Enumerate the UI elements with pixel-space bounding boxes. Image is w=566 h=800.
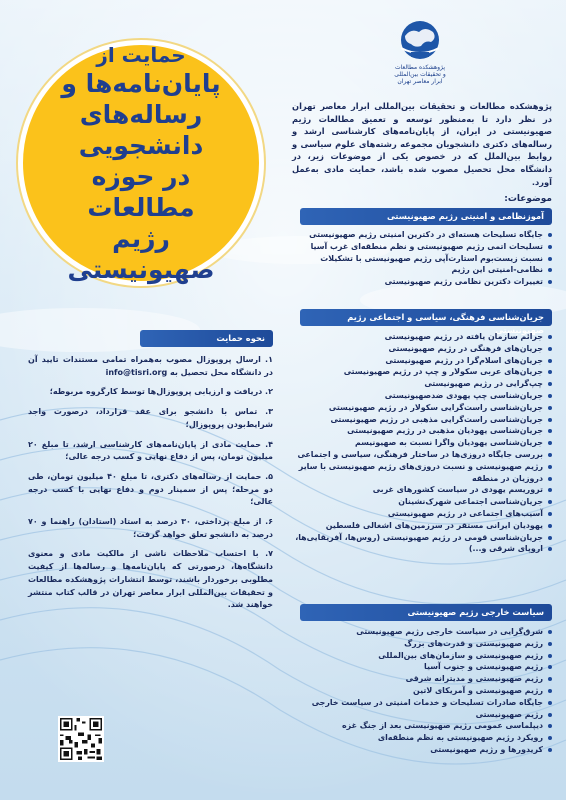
support-step: ۲. دریافت و ارزیابی پروپوزال‌ها توسط کارگروه مربوطه؛ [49, 387, 273, 397]
list-item: چپ‌گرایی در رژیم صهیونیستی [290, 378, 552, 390]
section-currents-list [290, 331, 552, 555]
list-item: جایگاه تسلیحات هسته‌ای در دکترین امنیتی رژیم صهیونیستی [290, 229, 552, 241]
title-line-3: رساله‌های دانشجویی [78, 99, 204, 160]
list-item: جریان‌شناسی راست‌گرایی مذهبی در رژیم صهیونیستی [290, 414, 552, 426]
support-step: ۵. حمایت از رساله‌های دکتری، تا مبلغ ۴۰ میلیون تومان، طی دو مرحله؛ پس از سمینار دوم و دفاع نهایی با کسب درجه عالی؛ [28, 471, 274, 507]
title-line-2: پایان‌نامه‌ها و [61, 68, 221, 98]
list-item: رژیم صهیونیستی و سازمان‌های بین‌المللی [290, 650, 552, 662]
list-item: رژیم صهیونیستی و قدرت‌های بزرگ [290, 638, 552, 650]
list-item: رژیم صهیونیستی و نسبت دروزی‌های رژیم صهیونیستی با سایر [290, 461, 552, 473]
list-item: جریان‌های عربی سکولار و چپ در رژیم صهیونیستی [290, 366, 552, 378]
list-item: نظامی-امنیتی این رژیم [290, 264, 552, 276]
section-military-list [290, 229, 552, 288]
logo-line-1: پژوهشکده مطالعات [394, 64, 446, 71]
qr-code-icon[interactable] [58, 716, 104, 762]
title-line-1: حمایت از [96, 42, 186, 67]
title-badge [18, 40, 264, 286]
logo-line-2: و تحقیقات بین‌المللی [394, 71, 446, 78]
list-item: جریان‌شناسی یهودیان مذهبی در رژیم صهیونیستی [290, 425, 552, 437]
support-step: ۴. حمایت مادی از پایان‌نامه‌های کارشناسی ارشد، تا مبلغ ۲۰ میلیون تومان، پس از دفاع نهایی و کسب درجه عالی؛ [28, 439, 273, 462]
section-currents-header: جریان‌شناسی فرهنگی، سیاسی و اجتماعی رژیم صهیونیستی [300, 309, 552, 326]
list-item: یهودیان ایرانی مستقر در سرزمین‌های اشغالی فلسطین [290, 520, 552, 532]
support-header: نحوه حمایت [140, 330, 273, 347]
list-item: شرق‌گرایی در سیاست خارجی رژیم صهیونیستی [290, 626, 552, 638]
institute-logo [382, 18, 458, 98]
list-item: رژیم صهیونیستی و جنوب آسیا [290, 661, 552, 673]
globe-logo-icon [397, 18, 443, 62]
logo-line-3: ابرار معاصر تهران [397, 78, 443, 85]
title-line-5: رژیم صهیونیستی [67, 223, 215, 284]
section-foreign-policy-header: سیاست خارجی رژیم صهیونیستی [300, 604, 552, 621]
list-item: جریان‌های اسلام‌گرا در رژیم صهیونیستی [290, 355, 552, 367]
list-item: جریان‌شناسی چپ یهودی ضدصهیونیستی [290, 390, 552, 402]
list-item: دروزیان در منطقه [290, 473, 552, 485]
list-item: رژیم صهیونیستی [290, 709, 552, 721]
intro-paragraph: پژوهشکده مطالعات و تحقیقات بین‌المللی ابرار معاصر تهران در نظر دارد تا به‌منظور توسعه و تعمیق مطالعات رژیم صهیونیستی در ایران، از پایان‌نامه‌های کارشناسی ارشد و رساله‌های دکتری دانشجویان مجموعه رشته‌های علوم سیاسی و روابط بین‌الملل که در خصوص یکی از موضوعات زیر، در دانشگاه محل تحصیل مصوب شده باشد، حمایت مادی به‌عمل آورد. [292, 101, 552, 187]
list-item: رژیم صهیونیستی و مدیترانه شرقی [290, 673, 552, 685]
list-item: جریان‌های فرهنگی در رژیم صهیونیستی [290, 343, 552, 355]
support-steps-list [28, 354, 273, 619]
support-step: ۱. ارسال پروپوزال مصوب به‌همراه تمامی مستندات تایید آن در دانشگاه محل تحصیل به info@tisri.org [28, 355, 273, 377]
list-item: دیپلماسی عمومی رژیم صهیونیستی بعد از جنگ غزه [290, 720, 552, 732]
topics-label: موضوعات: [504, 194, 552, 204]
list-item: تسلیحات اتمی رژیم صهیونیستی و نظم منطقه‌ای غرب آسیا [290, 241, 552, 253]
list-item: رژیم صهیونیستی و آمریکای لاتین [290, 685, 552, 697]
list-item: جرائم سازمان یافته در رژیم صهیونیستی [290, 331, 552, 343]
list-item: اروپای شرقی و...) [290, 543, 552, 555]
list-item: کریدورها و رژیم صهیونیستی [290, 744, 552, 756]
support-step: ۶. از مبلغ پرداختی، ۳۰ درصد به استاد (استادان) راهنما و ۷۰ درصد به دانشجو تعلق خواهد گرفت؛ [28, 517, 274, 539]
list-item: تغییرات دکترین نظامی رژیم صهیونیستی [290, 276, 552, 288]
support-step: ۷. با احتساب ملاحظات ناشی از مالکیت مادی و معنوی دانشگاه‌ها، درصورتی که پایان‌نامه‌ها و رساله‌ها از کیفیت مطلوبی برخوردار باشند، توسط انتشارات پژوهشکده مطالعات و تحقیقات بین‌المللی ابرار معاصر تهران در قالب کتاب منتشر خواهند شد. [28, 549, 273, 610]
list-item: جریان‌شناسی اجتماعی شهرک‌نشینان [290, 496, 552, 508]
section-foreign-policy-list [290, 626, 552, 756]
list-item: جریان‌شناسی یهودیان واگرا نسبت به صهیونیسم [290, 437, 552, 449]
list-item: آسیب‌های اجتماعی در رژیم صهیونیستی [290, 508, 552, 520]
title-line-4: در حوزه مطالعات [87, 161, 195, 222]
list-item: جریان‌شناسی قومی در رژیم صهیونیستی (روس‌ها، آفریقایی‌ها، [290, 532, 552, 544]
support-step: ۳. تماس با دانشجو برای عقد قرارداد، درصورت واجد شرایط‌بودن پروپوزال؛ [28, 407, 273, 429]
list-item: جایگاه صادرات تسلیحات و خدمات امنیتی در سیاست خارجی [290, 697, 552, 709]
section-military-header: آموزنظامی و امنیتی رژیم صهیونیستی [300, 208, 552, 225]
list-item: بررسی جایگاه دروزی‌ها در ساختار فرهنگی، سیاسی و اجتماعی [290, 449, 552, 461]
list-item: نسبت زیست‌بوم استارت‌آپی رژیم صهیونیستی با تشکیلات [290, 253, 552, 265]
list-item: تروریسم یهودی در سیاست کشورهای غربی [290, 484, 552, 496]
list-item: رویکرد رژیم صهیونیستی به نظم منطقه‌ای [290, 732, 552, 744]
list-item: جریان‌شناسی راست‌گرایی سکولار در رژیم صهیونیستی [290, 402, 552, 414]
